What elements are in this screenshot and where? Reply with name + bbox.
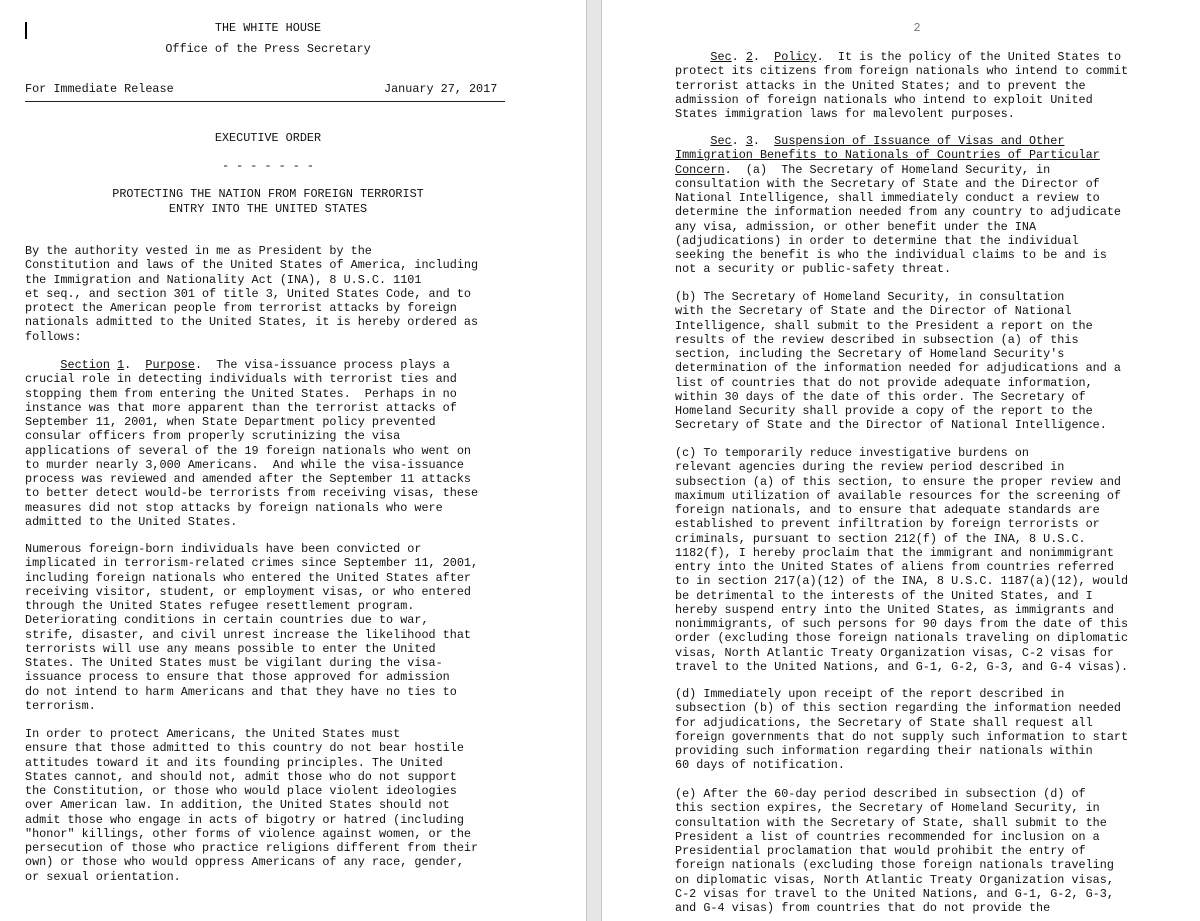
header-press-secretary: Office of the Press Secretary xyxy=(165,42,371,56)
section-3-title-line-2: Immigration Benefits to Nationals of Countries of Particular xyxy=(675,148,1100,163)
section-3-paragraph-e: (e) After the 60-day period described in subsection (d) of this section expires, the Secretary of Homeland Security, in consultation with the Secretary of State, shall submit to the President a list of countries recommended for inclusion on a Presidential proclamation that would prohibit the entry of foreign nationals (excluding those foreign nationals traveling on diplomatic visas, North Atlantic Treaty Organization visas, C-2 visas for travel to the United Nations, and G-1, G-2, G-3, and G-4 visas) from countries that do not provide the xyxy=(675,787,1114,915)
section-2-text: . It is the policy of the United States to protect its citizens from foreign nationals who intend to commit terrorist attacks in the United States; and to prevent the admission of foreign nationals who intend to exploit United States immigration laws for malevolent purposes. xyxy=(675,50,1129,121)
page-number: 2 xyxy=(913,21,921,35)
section-3-a-text: . (a) The Secretary of Homeland Security, in consultation with the Secretary of State and the Director of National Intelligence, shall immediately conduct a review to determine the information needed from any country to adjudicate any visa, admission, or other benefit under the INA (adjudications) in order to determine that the individual seeking the benefit is who the individual claims to be and is not a security or public-safety threat. xyxy=(675,162,1121,277)
section-1-text: . The visa-issuance process plays a crucial role in detecting individuals with terrorist ties and stopping them from entering the United States. Perhaps in no instance was that more apparent than the terrorist attacks of September 11, 2001, when State Department policy prevented consular officers from properly scrutinizing the visa applications of several of the 19 foreign nationals who went on to murder nearly 3,000 Americans. And while the visa-issuance process was reviewed and amended after the September 11 attacks to better detect would-be terrorists from receiving visas, these measures did not stop attacks by foreign nationals who were admitted to the United States. xyxy=(25,358,479,529)
section-3-paragraph-a: Sec. 3. Suspension of Issuance of Visas and Other Immigration Benefits to Nationals of Countries of Particular Concern. (a) The Secretary of Homeland Security, in consultation with the Secretary of State and the Director of National Intelligence, shall immediately conduct a review to determine the information needed from any country to adjudicate any visa, admission, or other benefit under the INA (adjudications) in order to determine that the individual seeking the benefit is who the individual claims to be and is not a security or public-safety threat. xyxy=(675,134,1121,277)
header-white-house: THE WHITE HOUSE xyxy=(214,21,322,35)
header-rule xyxy=(25,101,505,102)
intro-paragraph: By the authority vested in me as President by the Constitution and laws of the United States of America, including the Immigration and Nationality Act (INA), 8 U.S.C. 1101 et seq., and section 301 of title 3, United States Code, and to protect the American people from terrorist attacks by foreign nationals admitted to the United States, it is hereby ordered as follows: xyxy=(25,244,479,344)
section-2-title: Policy xyxy=(774,50,817,64)
section-1-label: Section xyxy=(60,358,110,372)
release-date: January 27, 2017 xyxy=(384,82,498,96)
page-gutter xyxy=(586,0,602,921)
section-3-paragraph-c: (c) To temporarily reduce investigative burdens on relevant agencies during the review period described in subsection (a) of this section, to ensure the proper review and maximum utilization of available resources for the screening of foreign nationals, and to ensure that adequate standards are established to prevent infiltration by foreign terrorists or criminals, pursuant to section 212(f) of the INA, 8 U.S.C. 1182(f), I hereby proclaim that the immigrant and nonimmigrant entry into the United States of aliens from countries referred to in section 217(a)(12) of the INA, 8 U.S.C. 1187(a)(12), would be detrimental to the interests of the United States, and I hereby suspend entry into the United States, as immigrants and nonimmigrants, of such persons for 90 days from the date of this order (excluding those foreign nationals traveling on diplomatic visas, North Atlantic Treaty Organization visas, C-2 visas for travel to the United Nations, and G-1, G-2, G-3, and G-4 visas). xyxy=(675,446,1129,674)
section-2-paragraph: Sec. 2. Policy. It is the policy of the United States to protect its citizens from foreign nationals who intend to commit terrorist attacks in the United States; and to prevent the admission of foreign nationals who intend to exploit United States immigration laws for malevolent purposes. xyxy=(675,50,1129,121)
separator: - - - - - - - xyxy=(221,159,315,173)
section-1-number: 1 xyxy=(117,358,125,372)
title-line-1: PROTECTING THE NATION FROM FOREIGN TERRORIST xyxy=(112,187,424,201)
title-line-2: ENTRY INTO THE UNITED STATES xyxy=(168,202,368,216)
paragraph-3: In order to protect Americans, the United States must ensure that those admitted to this country do not bear hostile attitudes toward it and its founding principles. The United States cannot, and should not, admit those who do not support the Constitution, or those who would place violent ideologies over American law. In addition, the United States should not admit those who engage in acts of bigotry or hatred (including "honor" killings, other forms of violence against women, or the persecution of those who practice religions different from their own) or those who would oppress Americans of any race, gender, or sexual orientation. xyxy=(25,727,479,884)
section-3-label: Sec xyxy=(710,134,732,148)
section-3-title-line-3: Concern xyxy=(675,162,725,177)
section-3-number: 3 xyxy=(745,134,753,148)
section-2-label: Sec xyxy=(710,50,732,64)
section-3-paragraph-b: (b) The Secretary of Homeland Security, in consultation with the Secretary of State and the Director of National Intelligence, shall submit to the President a report on the results of the review described in subsection (a) of this section, including the Secretary of Homeland Security's determination of the information needed for adjudications and a list of countries that do not provide adequate information, within 30 days of the date of this order. The Secretary of Homeland Security shall provide a copy of the report to the Secretary of State and the Director of National Intelligence. xyxy=(675,290,1121,433)
paragraph-2: Numerous foreign-born individuals have been convicted or implicated in terrorism-related crimes since September 11, 2001, including foreign nationals who entered the United States after receiving visitor, student, or employment visas, or who entered through the United States refugee resettlement program. Deteriorating conditions in certain countries due to war, strife, disaster, and civil unrest increase the likelihood that terrorists will use any means possible to enter the United States. The United States must be vigilant during the visa- issuance process to ensure that those approved for admission do not intend to harm Americans and that they have no ties to terrorism. xyxy=(25,542,479,713)
document-page-2 xyxy=(602,0,1200,921)
doc-type: EXECUTIVE ORDER xyxy=(214,131,322,145)
section-2-number: 2 xyxy=(745,50,753,64)
section-3-title-line-1: Suspension of Issuance of Visas and Other xyxy=(774,134,1065,148)
document-page-1 xyxy=(0,0,586,921)
release-label: For Immediate Release xyxy=(25,82,174,96)
section-1-title: Purpose xyxy=(145,358,195,372)
section-1-paragraph: Section 1. Purpose. The visa-issuance process plays a crucial role in detecting individuals with terrorist ties and stopping them from entering the United States. Perhaps in no instance was that more apparent than the terrorist attacks of September 11, 2001, when State Department policy prevented consular officers from properly scrutinizing the visa applications of several of the 19 foreign nationals who went on to murder nearly 3,000 Americans. And while the visa-issuance process was reviewed and amended after the September 11 attacks to better detect would-be terrorists from receiving visas, these measures did not stop attacks by foreign nationals who were admitted to the United States. xyxy=(25,358,479,529)
section-3-paragraph-d: (d) Immediately upon receipt of the report described in subsection (b) of this section regarding the information needed for adjudications, the Secretary of State shall request all foreign governments that do not supply such information to start providing such information regarding their nationals within 60 days of notification. xyxy=(675,687,1129,773)
